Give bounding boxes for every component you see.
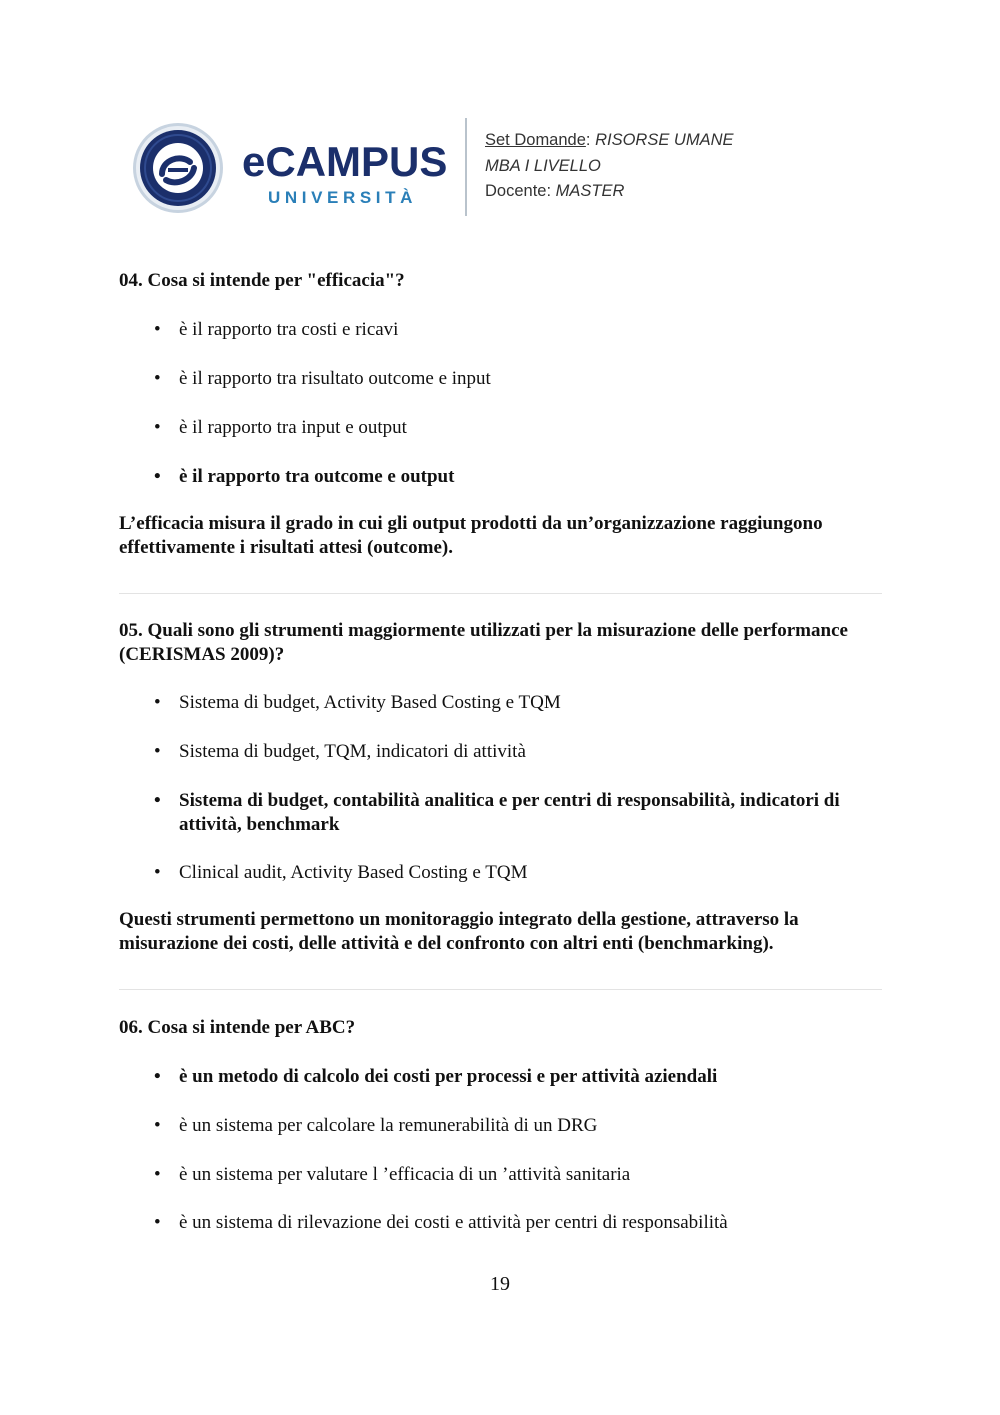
bullet-icon: • <box>154 1212 161 1233</box>
course-row <box>485 154 734 180</box>
bullet-icon: • <box>154 319 161 340</box>
option-text: Clinical audit, Activity Based Costing e TQM <box>179 862 528 883</box>
option-text: Sistema di budget, TQM, indicatori di attività <box>179 741 526 762</box>
option-text: è il rapporto tra risultato outcome e input <box>179 368 491 389</box>
question-title: 06. Cosa si intende per ABC? <box>119 1017 356 1038</box>
question-title: 05. Quali sono gli strumenti maggiormente utilizzati per la misurazione delle performance (CERISMAS 2009)? <box>119 620 848 665</box>
teacher-label: Docente <box>485 182 547 200</box>
question-title: 04. Cosa si intende per "efficacia"? <box>119 270 405 291</box>
brand-wordmark <box>242 140 452 210</box>
bullet-icon: • <box>154 1066 161 1087</box>
university-seal-icon <box>132 122 224 214</box>
teacher-row: Docente: MASTER <box>485 182 625 200</box>
bullet-icon: • <box>154 790 161 811</box>
option-text: Sistema di budget, contabilità analitica e per centri di responsabilità, indicatori di attività, benchmark <box>179 790 840 835</box>
bullet-icon: • <box>154 1115 161 1136</box>
bullet-icon: • <box>154 368 161 389</box>
section-divider <box>119 593 882 594</box>
bullet-icon: • <box>154 1164 161 1185</box>
brand-name: eCAMPUS <box>242 138 448 185</box>
set-value: RISORSE UMANE <box>595 131 734 149</box>
header-divider <box>465 118 467 216</box>
option-text: è un metodo di calcolo dei costi per processi e per attività aziendali <box>179 1066 718 1087</box>
bullet-icon: • <box>154 417 161 438</box>
option-text: è il rapporto tra costi e ricavi <box>179 319 399 340</box>
page-header <box>130 118 830 218</box>
bullet-icon: • <box>154 741 161 762</box>
option-text: è il rapporto tra input e output <box>179 417 407 438</box>
answer-explanation: Questi strumenti permettono un monitoraggio integrato della gestione, attraverso la misurazione dei costi, delle attività e del confronto con altri enti (benchmarking). <box>119 909 799 954</box>
bullet-icon: • <box>154 862 161 883</box>
teacher-value: MASTER <box>555 182 625 200</box>
bullet-icon: • <box>154 466 161 487</box>
option-text: Sistema di budget, Activity Based Costing e TQM <box>179 692 561 713</box>
set-row: Set Domande: RISORSE UMANE <box>485 131 734 149</box>
bullet-icon: • <box>154 692 161 713</box>
brand-subtitle: UNIVERSITÀ <box>268 188 417 207</box>
answer-explanation: L’efficacia misura il grado in cui gli output prodotti da un’organizzazione raggiungono effettivamente i risultati attesi (outcome). <box>119 513 823 558</box>
course-name: MBA I LIVELLO <box>485 156 601 175</box>
option-text: è il rapporto tra outcome e output <box>179 466 455 487</box>
option-text: è un sistema per valutare l ’efficacia di un ’attività sanitaria <box>179 1164 631 1185</box>
section-divider <box>119 989 882 990</box>
set-label: Set Domande <box>485 131 586 149</box>
header-meta <box>485 128 734 205</box>
option-text: è un sistema di rilevazione dei costi e attività per centri di responsabilità <box>179 1212 728 1233</box>
page-number: 19 <box>490 1273 510 1295</box>
option-text: è un sistema per calcolare la remunerabilità di un DRG <box>179 1115 598 1136</box>
